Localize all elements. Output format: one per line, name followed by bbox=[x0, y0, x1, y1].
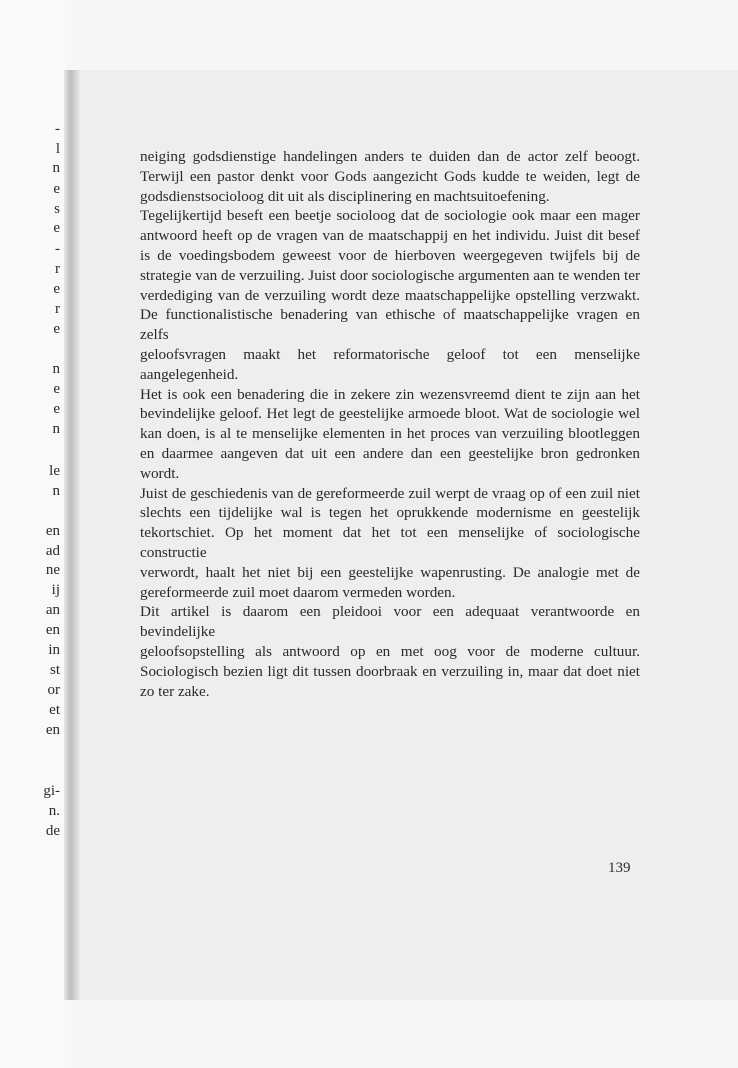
left-page-fragment: e bbox=[53, 281, 60, 297]
text-line: is de voedingsbodem geweest voor de hierboven weergegeven twijfels bij de bbox=[140, 246, 640, 264]
left-page-fragment: en bbox=[45, 523, 60, 539]
left-page-fragment: ad bbox=[45, 543, 60, 559]
left-page-fragment: n bbox=[52, 361, 60, 377]
text-line: Dit artikel is daarom een pleidooi voor een adequaat verantwoorde en bevindelijke bbox=[140, 603, 640, 641]
left-page-fragment: en bbox=[45, 622, 60, 638]
left-page-fragment: gi- bbox=[43, 783, 60, 799]
left-page-fragment: ne bbox=[45, 562, 60, 578]
left-page-fragment: - bbox=[55, 121, 60, 137]
text-line: en daarmee aangeven dat uit een andere dan een geestelijke bron gedronken wordt. bbox=[140, 444, 640, 482]
text-line: Tegelijkertijd beseft een beetje socioloog dat de sociologie ook maar een mager bbox=[140, 207, 640, 225]
left-page-fragment: e bbox=[53, 401, 60, 417]
text-line: Juist de geschiedenis van de gereformeerde zuil werpt de vraag op of een zuil niet bbox=[140, 484, 640, 502]
left-page-fragment: in bbox=[48, 642, 60, 658]
text-line: strategie van de verzuiling. Juist door sociologische argumenten aan te wenden ter bbox=[140, 266, 640, 284]
left-page-fragment: e bbox=[53, 181, 60, 197]
left-page-fragment: - bbox=[55, 241, 60, 257]
text-line: godsdienstsocioloog dit uit als disciplinering en machtsuitoefening. bbox=[140, 187, 550, 205]
left-page-fragment: n bbox=[52, 160, 60, 176]
text-line: bevindelijke geloof. Het legt de geestelijke armoede bloot. Wat de sociologie wel bbox=[140, 405, 640, 423]
text-line: gereformeerde zuil moet daarom vermeden worden. bbox=[140, 583, 456, 601]
left-page-fragment: or bbox=[47, 682, 60, 698]
text-line: Sociologisch bezien ligt dit tussen doorbraak en verzuiling in, maar dat doet niet bbox=[140, 662, 640, 680]
text-line: kan doen, is al te menselijke elementen in het proces van verzuiling blootleggen bbox=[140, 425, 640, 443]
text-line: geloofsvragen maakt het reformatorische geloof tot een menselijke aangelegenheid. bbox=[140, 345, 640, 383]
left-page-fragment: e bbox=[53, 220, 60, 236]
text-line: De functionalistische benadering van ethische of maatschappelijke vragen en zelfs bbox=[140, 306, 640, 344]
text-line: verdediging van de verzuiling wordt deze maatschappelijke opstelling verzwakt. bbox=[140, 286, 640, 304]
left-page-fragment: l bbox=[55, 141, 60, 157]
text-line: slechts een tijdelijke wal is tegen het oprukkende modernisme en geestelijk bbox=[140, 504, 640, 522]
left-page-fragment: r bbox=[55, 301, 60, 317]
body-text bbox=[140, 147, 640, 701]
left-page-fragment: de bbox=[45, 823, 60, 839]
left-page-fragment: st bbox=[49, 662, 60, 678]
text-line: neiging godsdienstige handelingen anders te duiden dan de actor zelf beoogt. bbox=[140, 148, 640, 165]
left-page-fragment: e bbox=[53, 321, 60, 337]
left-page-fragment: e bbox=[53, 381, 60, 397]
left-page-fragment: an bbox=[45, 602, 60, 618]
left-page-fragment: r bbox=[55, 261, 60, 277]
paragraph bbox=[140, 206, 640, 602]
left-page-fragment: ij bbox=[51, 582, 60, 598]
page-number: 139 bbox=[608, 860, 631, 876]
left-page-fragment: n bbox=[52, 421, 60, 437]
text-line: geloofsopstelling als antwoord op en met oog voor de moderne cultuur. bbox=[140, 642, 640, 660]
book-gutter bbox=[64, 70, 80, 1000]
text-line: Het is ook een benadering die in zekere zin wezensvreemd dient te zijn aan het bbox=[140, 385, 640, 403]
left-page-fragment: n. bbox=[48, 803, 60, 819]
paragraph bbox=[140, 602, 640, 701]
left-page-fragment: n bbox=[52, 483, 60, 499]
text-line: verwordt, haalt het niet bij een geestelijke wapenrusting. De analogie met de bbox=[140, 563, 640, 581]
text-line: zo ter zake. bbox=[140, 682, 210, 700]
left-page-fragment: le bbox=[49, 463, 60, 479]
text-line: antwoord heeft op de vragen van de maatschappij en het individu. Juist dit besef bbox=[140, 227, 640, 245]
left-page-fragment: en bbox=[45, 722, 60, 738]
paragraph bbox=[140, 147, 640, 206]
text-line: tekortschiet. Op het moment dat het tot een menselijke of sociologische constructie bbox=[140, 524, 640, 561]
left-page-fragment: et bbox=[49, 702, 60, 718]
left-page-fragment: s bbox=[54, 201, 60, 217]
text-line: Terwijl een pastor denkt voor Gods aangezicht Gods kudde te weiden, legt de bbox=[140, 167, 640, 185]
